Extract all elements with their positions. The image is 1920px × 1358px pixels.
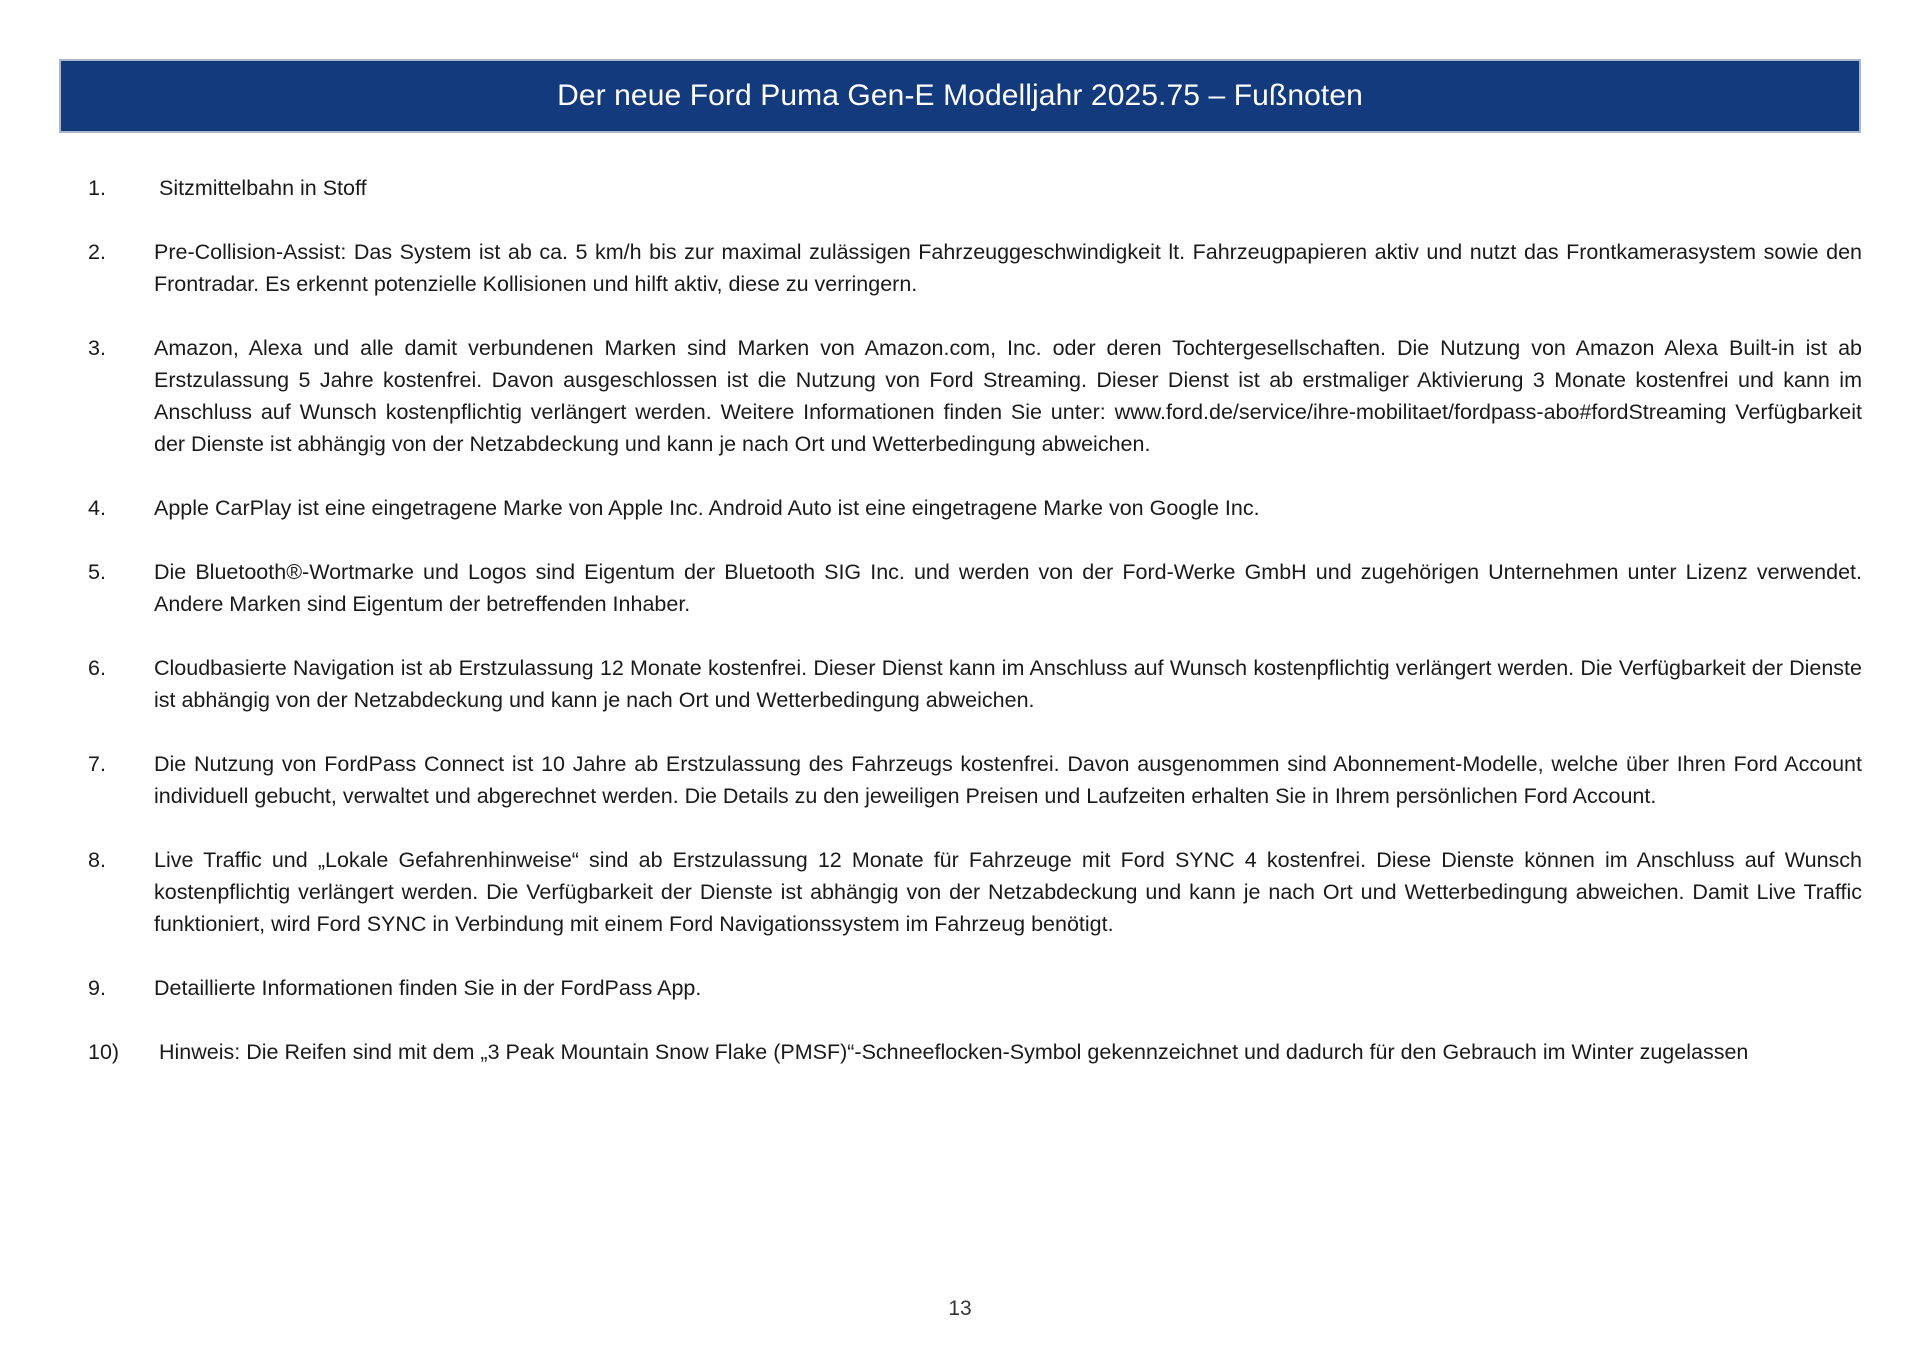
footnote-text: Amazon, Alexa und alle damit verbundenen Marken sind Marken von Amazon.com, Inc. oder deren Tochtergesellschaften. Die Nutzung von Amazon Alexa Built-in ist ab Erstzulassung 5 Jahre kostenfrei. Davon ausgeschlossen ist die Nutzung von Ford Streaming. Dieser Dienst ist ab erstmaliger Aktivierung 3 Monate kostenfrei und kann im Anschluss auf Wunsch kostenpflichtig verlängert werden. Weitere Informationen finden Sie unter: www.ford.de/service/ihre-mobilitaet/fordpass-abo#fordStreaming Verfügbarkeit der Dienste ist abhängig von der Netzabdeckung und kann je nach Ort und Wetterbedingung abweichen.: [154, 336, 1862, 456]
footnote-number: 4.: [88, 496, 106, 520]
footnote-item: [88, 972, 1862, 1004]
footnote-item: [88, 492, 1862, 524]
footnote-text: Cloudbasierte Navigation ist ab Erstzulassung 12 Monate kostenfrei. Dieser Dienst kann im Anschluss auf Wunsch kostenpflichtig verlängert werden. Die Verfügbarkeit der Dienste ist abhängig von der Netzabdeckung und kann je nach Ort und Wetterbedingung abweichen.: [154, 656, 1862, 712]
footnote-text: Pre-Collision-Assist: Das System ist ab ca. 5 km/h bis zur maximal zulässigen Fahrzeuggeschwindigkeit lt. Fahrzeugpapieren aktiv und nutzt das Frontkamerasystem sowie den Frontradar. Es erkennt potenzielle Kollisionen und hilft aktiv, diese zu verringern.: [154, 240, 1862, 296]
footnote-list: [88, 172, 1862, 1100]
footnote-text: Hinweis: Die Reifen sind mit dem „3 Peak Mountain Snow Flake (PMSF)“-Schneeflocken-Symbol gekennzeichnet und dadurch für den Gebrauch im Winter zugelassen: [159, 1040, 1749, 1064]
footnote-text: Sitzmittelbahn in Stoff: [159, 176, 367, 200]
footnote-item: [88, 332, 1862, 460]
footnote-number: 7.: [88, 752, 106, 776]
footnote-number: 5.: [88, 560, 106, 584]
footnote-number: 10): [88, 1040, 120, 1064]
footnote-number: 9.: [88, 976, 106, 1000]
footnote-item: [88, 844, 1862, 940]
footnote-number: 6.: [88, 656, 106, 680]
footnote-item: [88, 556, 1862, 620]
footnote-text: Apple CarPlay ist eine eingetragene Marke von Apple Inc. Android Auto ist eine eingetragene Marke von Google Inc.: [154, 496, 1260, 520]
footnote-text: Die Nutzung von FordPass Connect ist 10 Jahre ab Erstzulassung des Fahrzeugs kostenfrei. Davon ausgenommen sind Abonnement-Modelle, welche über Ihren Ford Account individuell gebucht, verwaltet und abgerechnet werden. Die Details zu den jeweiligen Preisen und Laufzeiten erhalten Sie in Ihrem persönlichen Ford Account.: [154, 752, 1862, 808]
footnote-text: Live Traffic und „Lokale Gefahrenhinweise“ sind ab Erstzulassung 12 Monate für Fahrzeuge mit Ford SYNC 4 kostenfrei. Diese Dienste können im Anschluss auf Wunsch kostenpflichtig verlängert werden. Die Verfügbarkeit der Dienste ist abhängig von der Netzabdeckung und kann je nach Ort und Wetterbedingung abweichen. Damit Live Traffic funktioniert, wird Ford SYNC in Verbindung mit einem Ford Navigationssystem im Fahrzeug benötigt.: [154, 848, 1862, 936]
footnote-number: 3.: [88, 336, 106, 360]
page-title: Der neue Ford Puma Gen-E Modelljahr 2025.75 – Fußnoten: [557, 79, 1363, 112]
page-number: 13: [948, 1297, 972, 1320]
footnote-number: 2.: [88, 240, 106, 264]
footnote-text: Detaillierte Informationen finden Sie in der FordPass App.: [154, 976, 702, 1000]
footnote-text: Die Bluetooth®-Wortmarke und Logos sind Eigentum der Bluetooth SIG Inc. und werden von der Ford-Werke GmbH und zugehörigen Unternehmen unter Lizenz verwendet. Andere Marken sind Eigentum der betreffenden Inhaber.: [154, 560, 1862, 616]
footnote-item: [88, 172, 1862, 204]
header-bar: [59, 59, 1861, 133]
footnote-item: [88, 748, 1862, 812]
footnote-number: 8.: [88, 848, 106, 872]
footnote-item: [88, 652, 1862, 716]
footnote-item: [88, 236, 1862, 300]
footnote-number: 1.: [88, 176, 106, 200]
footnote-item: [88, 1036, 1862, 1068]
